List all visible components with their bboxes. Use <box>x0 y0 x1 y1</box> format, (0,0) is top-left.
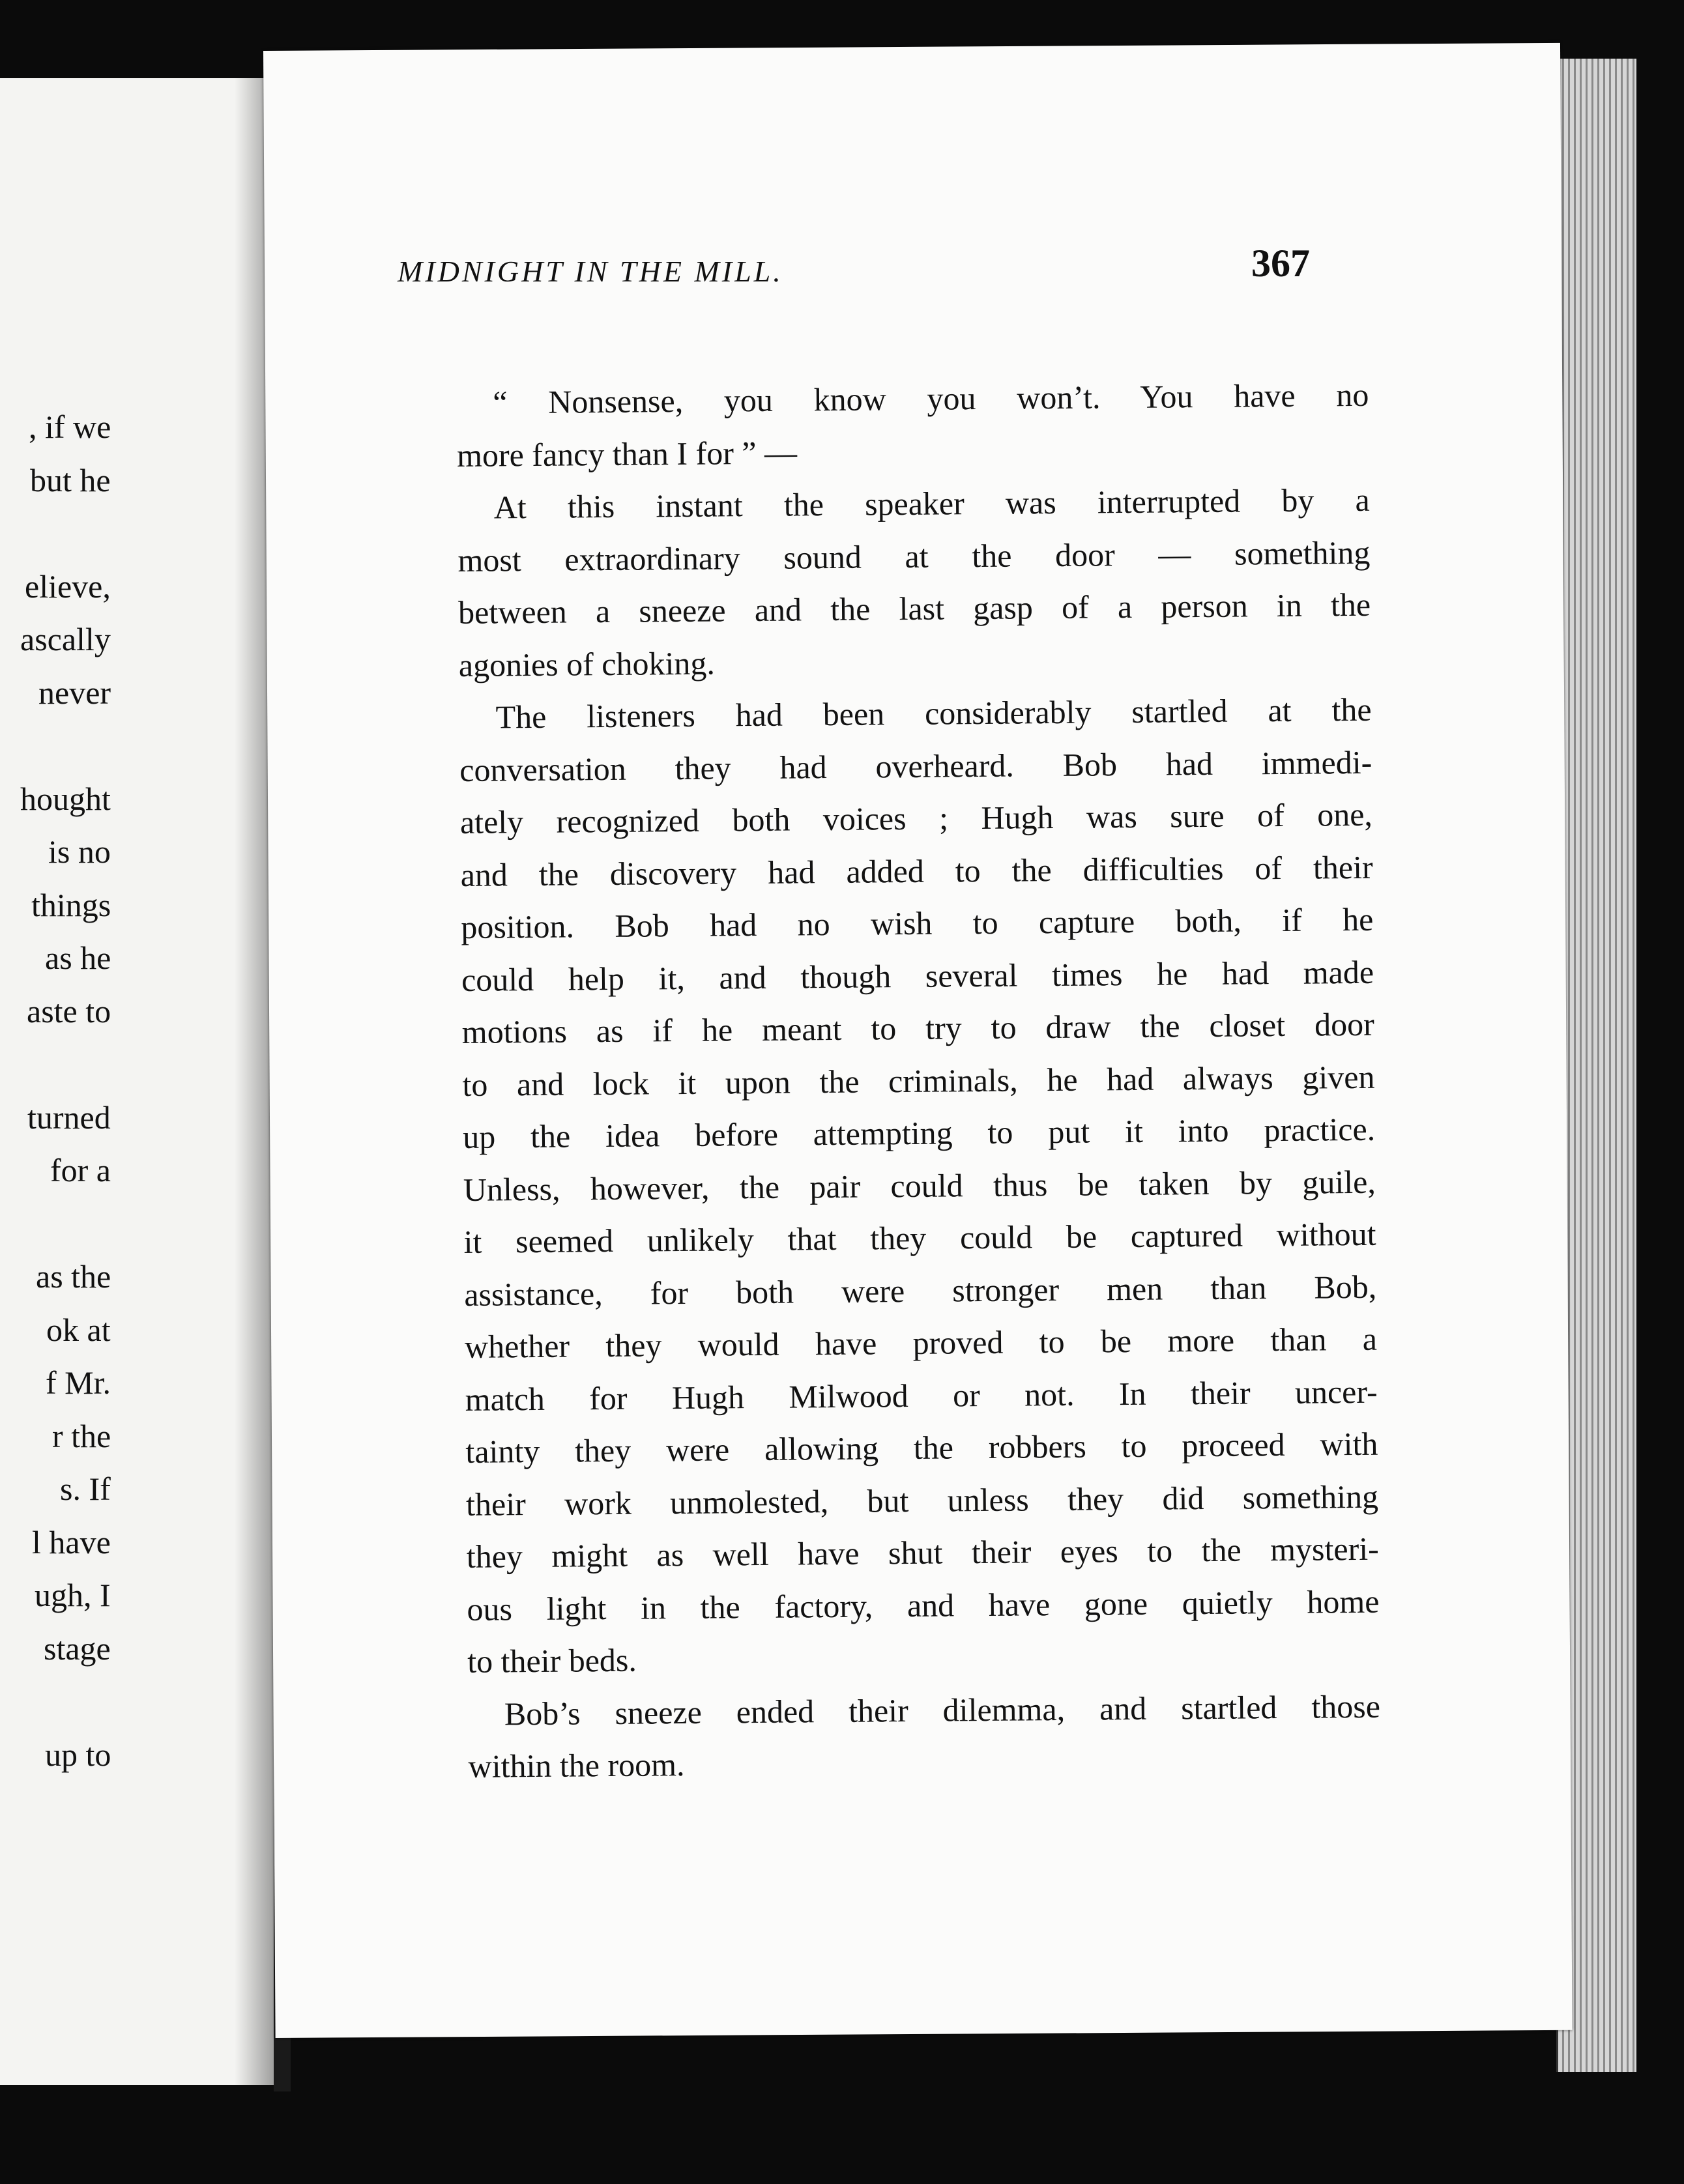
left-page-line: r the <box>52 1417 111 1454</box>
left-page-line: ascally <box>20 621 111 657</box>
page-header <box>398 241 1310 300</box>
left-page-line: s. If <box>60 1471 111 1507</box>
text-line: ous light in the factory, and have gone quietly home <box>467 1583 1380 1628</box>
text-line: between a sneeze and the last gasp of a person in the <box>457 586 1371 631</box>
text-line: to and lock it upon the criminals, he had always given <box>462 1058 1375 1103</box>
left-facing-page <box>0 78 279 2085</box>
text-line: Bob’s sneeze ended their dilemma, and startled those <box>504 1688 1381 1732</box>
text-line: within the room. <box>468 1746 685 1785</box>
text-line: ately recognized both voices ; Hugh was sure of one, <box>459 796 1373 841</box>
text-line: more fancy than I for ” — <box>456 433 798 474</box>
text-line: it seemed unlikely that they could be captured without <box>463 1215 1376 1260</box>
paragraph-4 <box>468 1680 1381 1792</box>
left-page-line: ok at <box>46 1311 111 1348</box>
left-page-line: aste to <box>27 992 111 1029</box>
left-page-line: as he <box>45 940 111 976</box>
text-line: they might as well have shut their eyes to the mysteri- <box>466 1530 1379 1575</box>
left-page-line: , if we <box>29 409 111 445</box>
left-page-line: up to <box>45 1736 111 1773</box>
left-page-line: l have <box>32 1523 111 1560</box>
paragraph-2 <box>457 474 1371 691</box>
left-page-line: elieve, <box>25 568 111 605</box>
text-line: position. Bob had no wish to capture both, if he <box>461 900 1374 945</box>
text-line: conversation they had overheard. Bob had immedi- <box>459 743 1372 788</box>
text-line: most extraordinary sound at the door — something <box>457 534 1371 579</box>
text-line: assistance, for both were stronger men than Bob, <box>464 1268 1377 1313</box>
running-head: MIDNIGHT IN THE MILL. <box>398 255 783 288</box>
text-line: to their beds. <box>467 1641 637 1680</box>
left-page-line: things <box>31 886 111 923</box>
left-page-line: turned <box>27 1099 111 1136</box>
paragraph-3 <box>459 683 1380 1688</box>
text-line: motions as if he meant to try to draw the closet door <box>461 1005 1374 1050</box>
body-text <box>456 369 1381 1793</box>
left-page-line: for a <box>50 1152 111 1188</box>
left-page-line: never <box>38 674 111 711</box>
text-line: and the discovery had added to the difficulties of their <box>460 848 1373 893</box>
text-line: tainty they were allowing the robbers to proceed with <box>465 1425 1378 1470</box>
text-line: “ Nonsense, you know you won’t. You have no <box>493 376 1369 421</box>
text-line: agonies of choking. <box>458 644 716 683</box>
text-line: The listeners had been considerably startled at the <box>495 691 1372 736</box>
left-page-line: but he <box>30 461 111 498</box>
text-line: up the idea before attempting to put it into practice. <box>462 1110 1376 1155</box>
text-line: match for Hugh Milwood or not. In their uncer- <box>465 1373 1378 1418</box>
text-line: could help it, and though several times he had made <box>461 953 1374 998</box>
text-line: whether they would have proved to be more than a <box>464 1320 1378 1365</box>
text-line: Unless, however, the pair could thus be taken by guile, <box>463 1163 1376 1208</box>
left-page-line: is no <box>48 833 111 870</box>
text-line: At this instant the speaker was interrupted by a <box>493 481 1370 526</box>
left-page-line: stage <box>44 1630 111 1667</box>
paragraph-1 <box>456 369 1369 481</box>
left-page-line: as the <box>36 1258 111 1295</box>
left-page-line: hought <box>20 780 111 817</box>
left-page-line: f Mr. <box>46 1364 111 1401</box>
page-number: 367 <box>1251 242 1310 285</box>
text-line: their work unmolested, but unless they did something <box>465 1478 1379 1523</box>
left-page-line: ugh, I <box>35 1577 111 1613</box>
